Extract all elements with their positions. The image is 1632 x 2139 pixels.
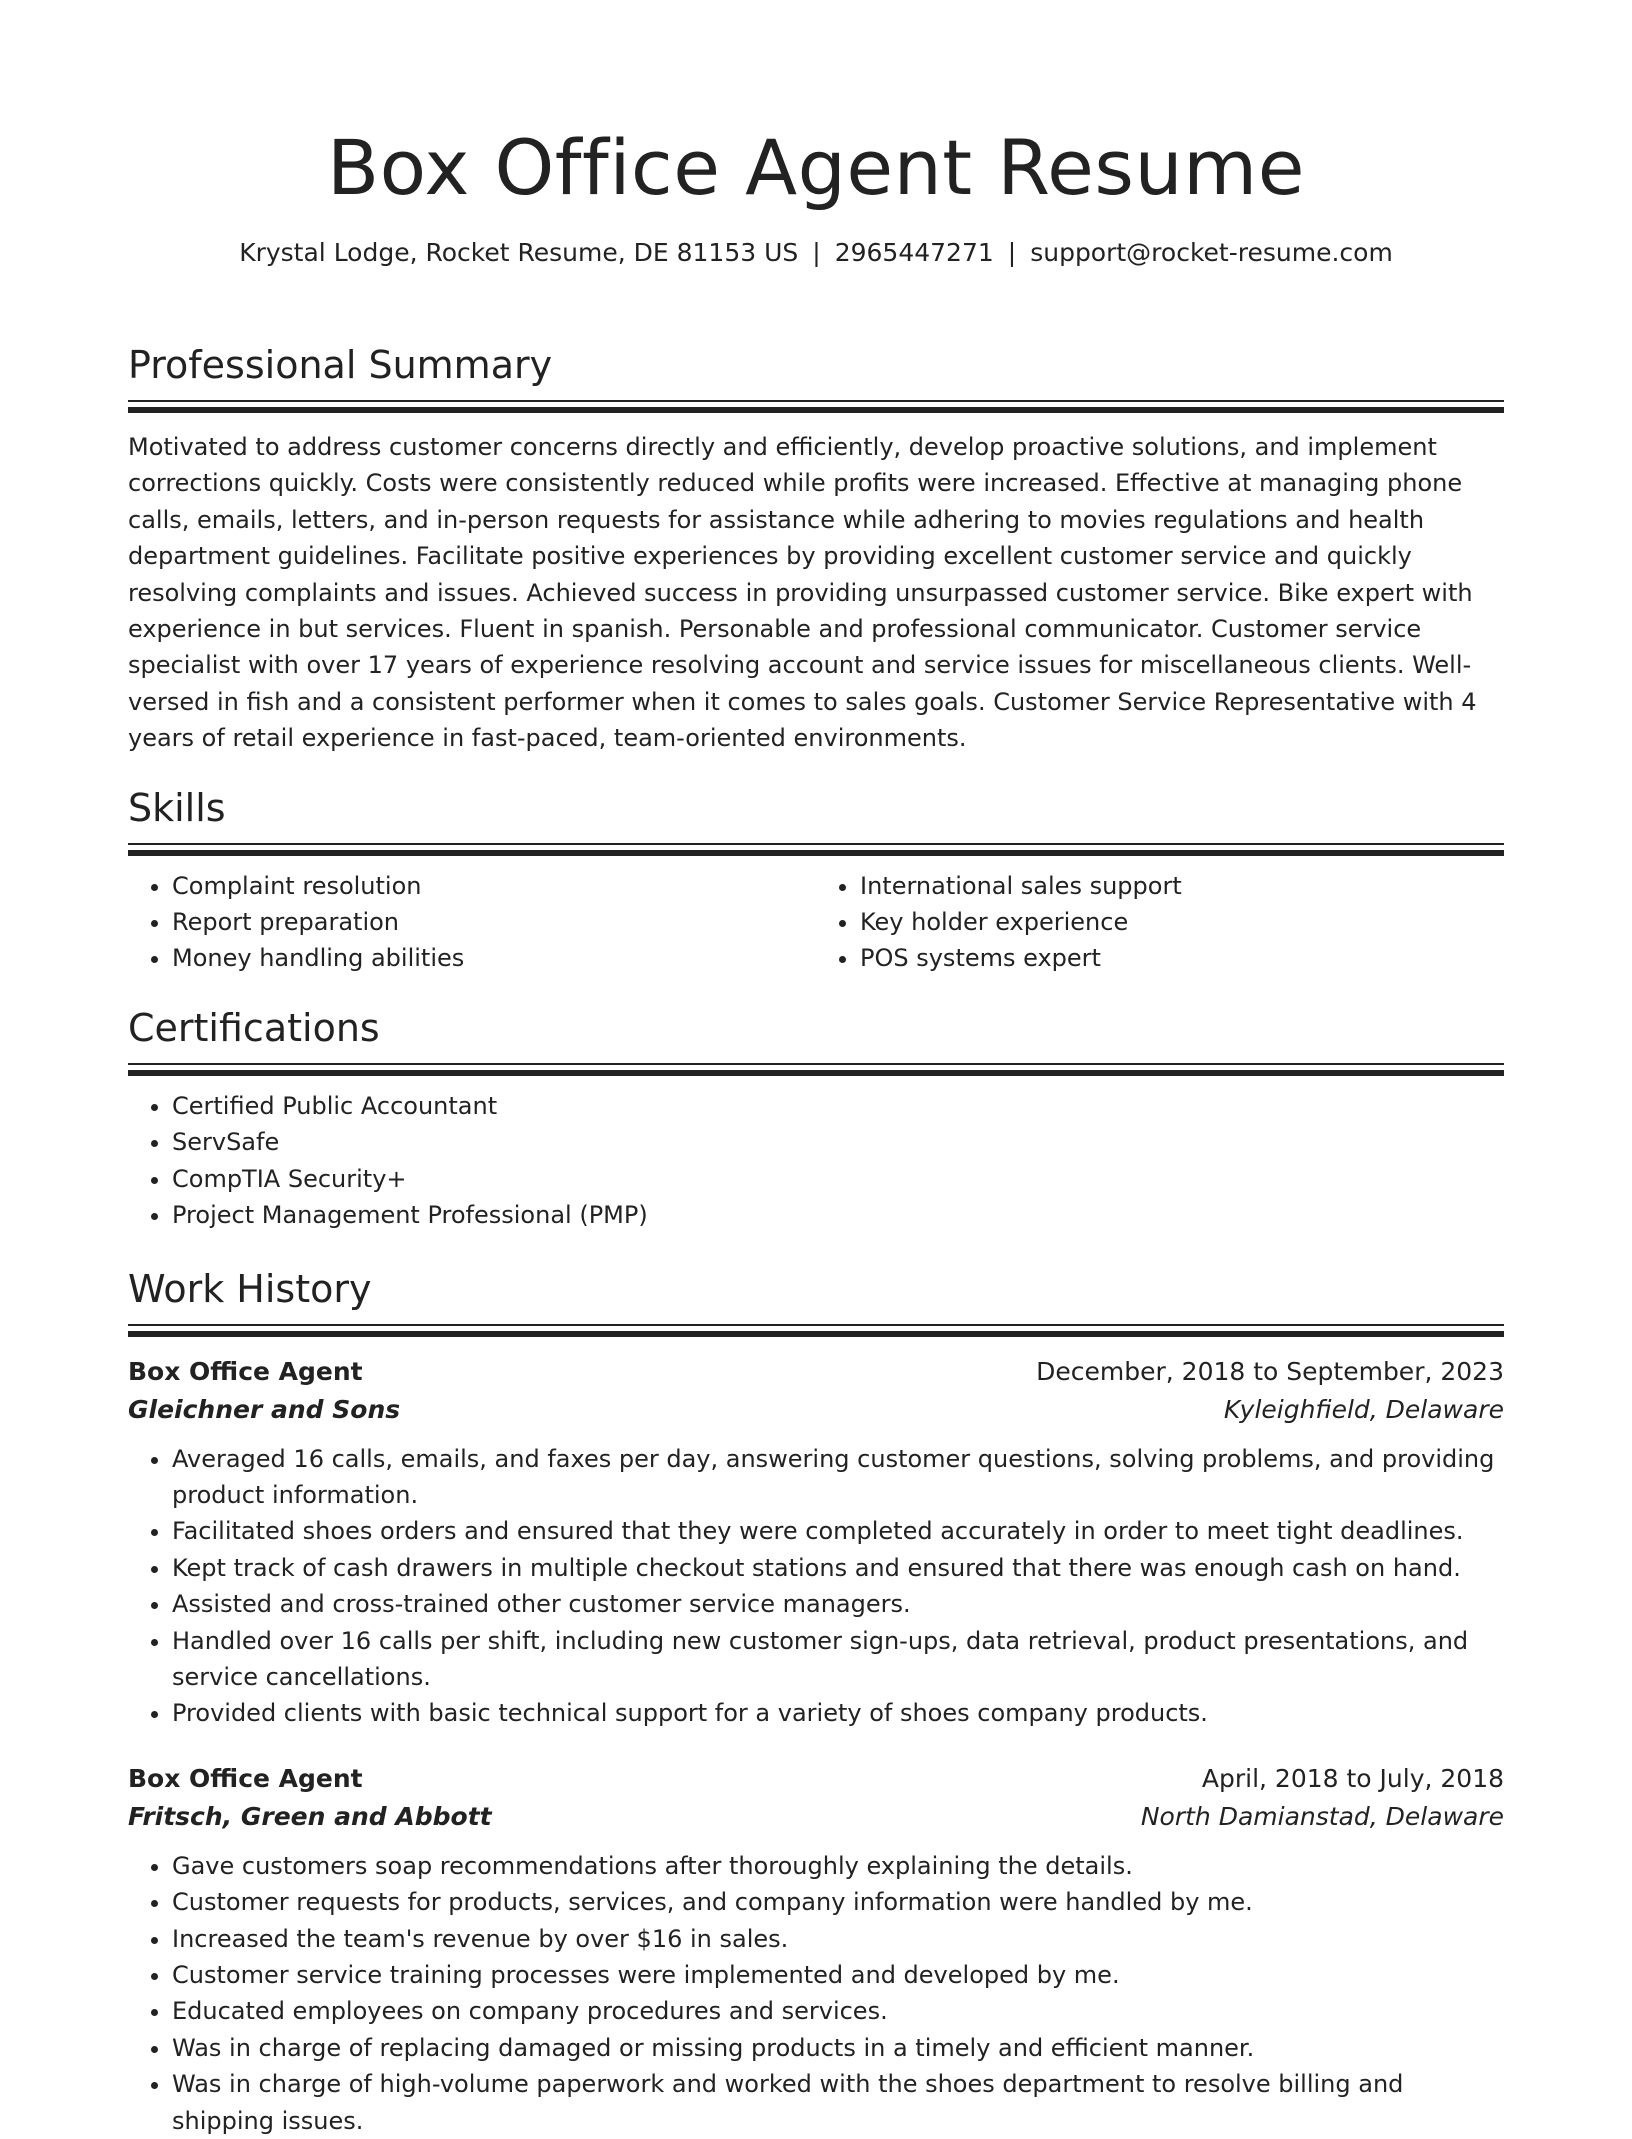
certification-item: • ServSafe: [172, 1124, 1504, 1160]
section-divider: [128, 850, 1504, 856]
job-duties-list: [128, 1848, 1504, 2139]
resume-page: [128, 0, 1504, 2139]
certifications-section: [128, 1003, 1504, 1234]
skills-section: [128, 783, 1504, 977]
summary-section: [128, 340, 1504, 757]
job-location: Kyleighfield, Delaware: [1224, 1391, 1504, 1429]
job-duty: • Was in charge of replacing damaged or missing products in a timely and efficient manner.: [172, 2030, 1504, 2066]
job-subheader-row: [128, 1798, 1504, 1836]
job-entry: [128, 1760, 1504, 2139]
certifications-heading: Certifications: [128, 1003, 1504, 1053]
certifications-list: [128, 1088, 1504, 1234]
job-title: Box Office Agent: [128, 1353, 363, 1391]
section-divider: [128, 1070, 1504, 1076]
skill-item: • International sales support: [860, 868, 1504, 904]
skill-item: • Complaint resolution: [172, 868, 816, 904]
skills-list-left: [128, 868, 816, 977]
summary-text: Motivated to address customer concerns directly and efficiently, develop proactive solutions, and implement corrections quickly. Costs were consistently reduced while profits were increased. Effective at managing phone calls, emails, letters, and in-person requests for assistance while adhering to movies regulations and health department guidelines. Facilitate positive experiences by providing excellent customer service and quickly resolving complaints and issues. Achieved success in providing unsurpassed customer service. Bike expert with experience in but services. Fluent in spanish. Personable and professional communicator. Customer service specialist with over 17 years of experience resolving account and service issues for miscellaneous clients. Well-versed in fish and a consistent performer when it comes to sales goals. Customer Service Representative with 4 years of retail experience in fast-paced, team-oriented environments.: [128, 429, 1504, 757]
skills-grid: [128, 868, 1504, 977]
job-header-row: [128, 1760, 1504, 1798]
summary-heading: Professional Summary: [128, 340, 1504, 390]
certification-item: • CompTIA Security+: [172, 1161, 1504, 1197]
section-divider: [128, 1331, 1504, 1337]
job-duty: • Was in charge of high-volume paperwork and worked with the shoes department to resolve billing and shipping issues.: [172, 2066, 1504, 2139]
skill-item: • Report preparation: [172, 904, 816, 940]
section-divider: [128, 843, 1504, 845]
contact-email[interactable]: support@rocket-resume.com: [1030, 238, 1393, 267]
certification-item: • Certified Public Accountant: [172, 1088, 1504, 1124]
job-duty: • Educated employees on company procedures and services.: [172, 1993, 1504, 2029]
skill-item: • Key holder experience: [860, 904, 1504, 940]
job-duty: • Increased the team's revenue by over $16 in sales.: [172, 1921, 1504, 1957]
contact-line: [128, 236, 1504, 270]
contact-separator: |: [798, 238, 834, 267]
work-history-heading: Work History: [128, 1264, 1504, 1314]
job-duty: • Facilitated shoes orders and ensured that they were completed accurately in order to meet tight deadlines.: [172, 1513, 1504, 1549]
job-duties-list: [128, 1441, 1504, 1732]
contact-separator: |: [994, 238, 1030, 267]
resume-title: Box Office Agent Resume: [128, 118, 1504, 218]
job-duty: • Averaged 16 calls, emails, and faxes per day, answering customer questions, solving problems, and providing product information.: [172, 1441, 1504, 1514]
job-duty: • Kept track of cash drawers in multiple checkout stations and ensured that there was enough cash on hand.: [172, 1550, 1504, 1586]
job-location: North Damianstad, Delaware: [1141, 1798, 1504, 1836]
section-divider: [128, 1324, 1504, 1326]
job-dates: December, 2018 to September, 2023: [1036, 1353, 1504, 1391]
contact-phone: 2965447271: [835, 238, 994, 267]
job-duty: • Gave customers soap recommendations after thoroughly explaining the details.: [172, 1848, 1504, 1884]
skill-item: • POS systems expert: [860, 940, 1504, 976]
section-divider: [128, 400, 1504, 402]
job-dates: April, 2018 to July, 2018: [1202, 1760, 1504, 1798]
job-company: Fritsch, Green and Abbott: [128, 1798, 492, 1836]
job-duty: • Provided clients with basic technical support for a variety of shoes company products.: [172, 1695, 1504, 1731]
skills-list-right: [816, 868, 1504, 977]
job-duty: • Customer service training processes were implemented and developed by me.: [172, 1957, 1504, 1993]
job-company: Gleichner and Sons: [128, 1391, 400, 1429]
job-subheader-row: [128, 1391, 1504, 1429]
certification-item: • Project Management Professional (PMP): [172, 1197, 1504, 1233]
contact-address: Krystal Lodge, Rocket Resume, DE 81153 US: [239, 238, 798, 267]
skill-item: • Money handling abilities: [172, 940, 816, 976]
job-entry: [128, 1353, 1504, 1732]
job-duty: • Assisted and cross-trained other customer service managers.: [172, 1586, 1504, 1622]
work-history-section: [128, 1264, 1504, 2139]
job-duty: • Customer requests for products, services, and company information were handled by me.: [172, 1884, 1504, 1920]
skills-heading: Skills: [128, 783, 1504, 833]
job-duty: • Handled over 16 calls per shift, including new customer sign-ups, data retrieval, product presentations, and service cancellations.: [172, 1623, 1504, 1696]
section-divider: [128, 407, 1504, 413]
job-header-row: [128, 1353, 1504, 1391]
section-divider: [128, 1063, 1504, 1065]
job-title: Box Office Agent: [128, 1760, 363, 1798]
